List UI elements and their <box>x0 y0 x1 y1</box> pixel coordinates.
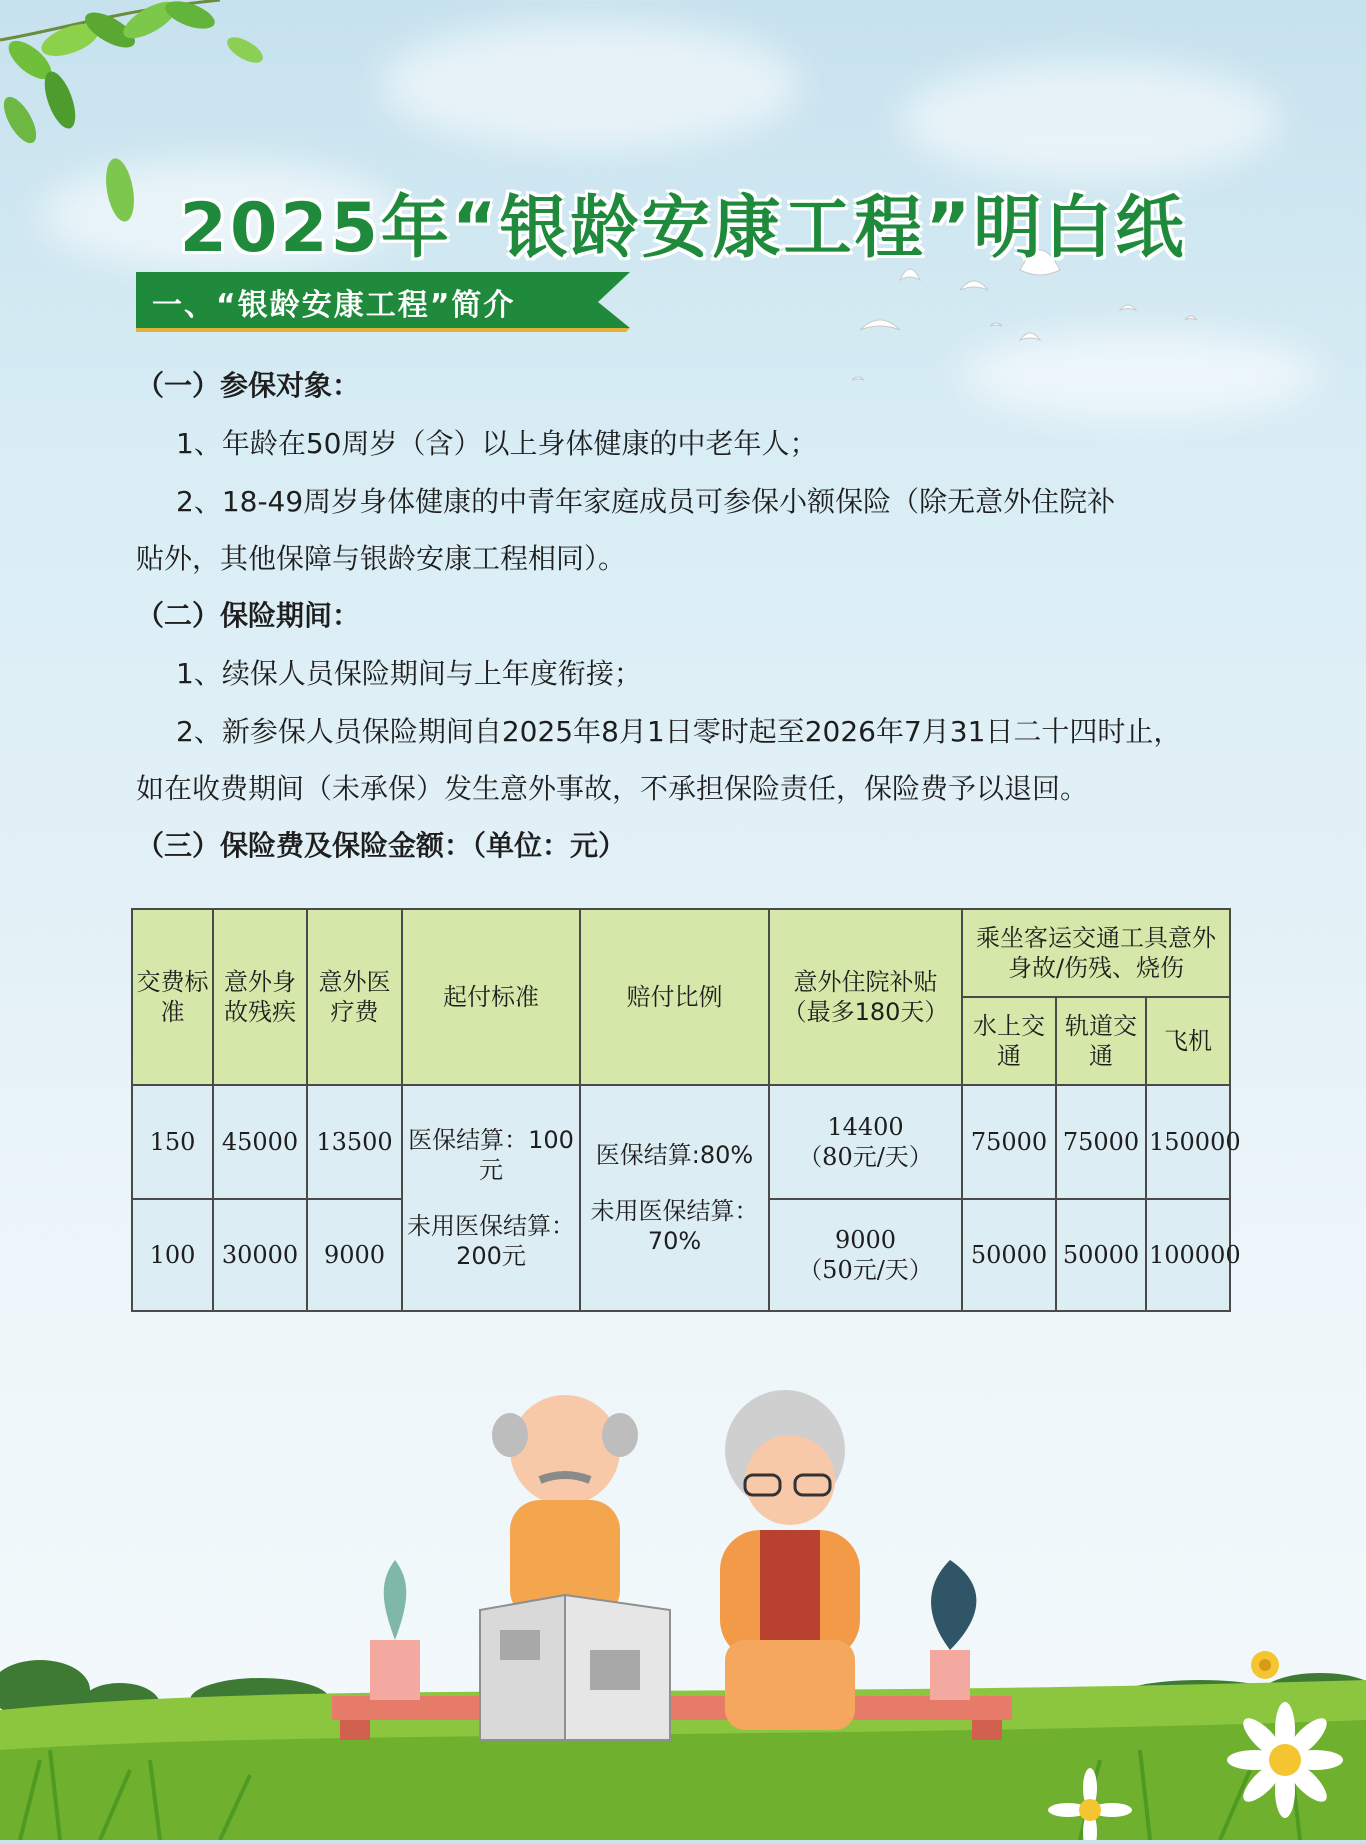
paragraph: 贴外，其他保障与银龄安康工程相同）。 <box>136 542 627 575</box>
table-row <box>132 1085 1230 1199</box>
cloud <box>900 60 1280 180</box>
hospital-daily: （50元/天） <box>798 1256 933 1284</box>
paragraph: 1、续保人员保险期间与上年度衔接； <box>176 657 642 690</box>
cell-plane: 150000 <box>1146 1085 1230 1199</box>
header-deductible: 起付标准 <box>402 909 580 1085</box>
header-ratio: 赔付比例 <box>580 909 769 1085</box>
subsection-heading: （二）保险期间： <box>136 599 361 632</box>
header-hospital: 意外住院补贴（最多180天） <box>769 909 962 1085</box>
cell-medical: 13500 <box>307 1085 402 1199</box>
cell-water: 75000 <box>962 1085 1056 1199</box>
cell-ratio <box>580 1085 769 1311</box>
paragraph: 2、新参保人员保险期间自2025年8月1日零时起至2026年7月31日二十四时止， <box>176 715 1182 748</box>
header-death: 意外身故残疾 <box>213 909 307 1085</box>
cell-deductible <box>402 1085 580 1311</box>
header-rail: 轨道交通 <box>1056 997 1146 1085</box>
header-fee: 交费标准 <box>132 909 213 1085</box>
paragraph: 2、18-49周岁身体健康的中青年家庭成员可参保小额保险（除无意外住院补 <box>176 485 1116 518</box>
insurance-table <box>131 908 1241 1312</box>
section-heading: 一、“银龄安康工程”简介 <box>152 288 516 323</box>
cell-fee: 100 <box>132 1199 213 1311</box>
cell-water: 50000 <box>962 1199 1056 1311</box>
cell-hospital <box>769 1199 962 1311</box>
cell-plane: 100000 <box>1146 1199 1230 1311</box>
grass-flowers-illustration <box>0 1380 1366 1840</box>
cell-death: 45000 <box>213 1085 307 1199</box>
paragraph: 1、年龄在50周岁（含）以上身体健康的中老年人； <box>176 427 818 460</box>
cell-rail: 75000 <box>1056 1085 1146 1199</box>
section-banner <box>136 268 630 332</box>
hospital-amount: 9000 <box>834 1226 897 1254</box>
header-plane: 飞机 <box>1146 997 1230 1085</box>
paragraph: 如在收费期间（未承保）发生意外事故，不承担保险责任，保险费予以退回。 <box>136 772 1089 805</box>
header-transport: 乘坐客运交通工具意外身故/伤残、烧伤 <box>962 909 1230 997</box>
elderly-couple-illustration <box>332 1390 1012 1740</box>
deductible-a: 医保结算：100元 <box>408 1126 574 1184</box>
cell-death: 30000 <box>213 1199 307 1311</box>
page-title: 2025年“银龄安康工程”明白纸 <box>179 188 1187 268</box>
hospital-daily: （80元/天） <box>798 1143 933 1171</box>
cell-medical: 9000 <box>307 1199 402 1311</box>
hospital-amount: 14400 <box>827 1113 904 1141</box>
header-water: 水上交通 <box>962 997 1056 1085</box>
cell-hospital <box>769 1085 962 1199</box>
header-medical: 意外医疗费 <box>307 909 402 1085</box>
deductible-b: 未用医保结算：200元 <box>407 1212 575 1270</box>
ratio-b: 未用医保结算：70% <box>590 1197 759 1255</box>
cloud <box>380 20 800 150</box>
cell-fee: 150 <box>132 1085 213 1199</box>
subsection-heading: （三）保险费及保险金额：（单位：元） <box>136 829 627 862</box>
ratio-a: 医保结算:80% <box>595 1141 754 1169</box>
subsection-heading: （一）参保对象： <box>136 369 361 402</box>
cell-rail: 50000 <box>1056 1199 1146 1311</box>
